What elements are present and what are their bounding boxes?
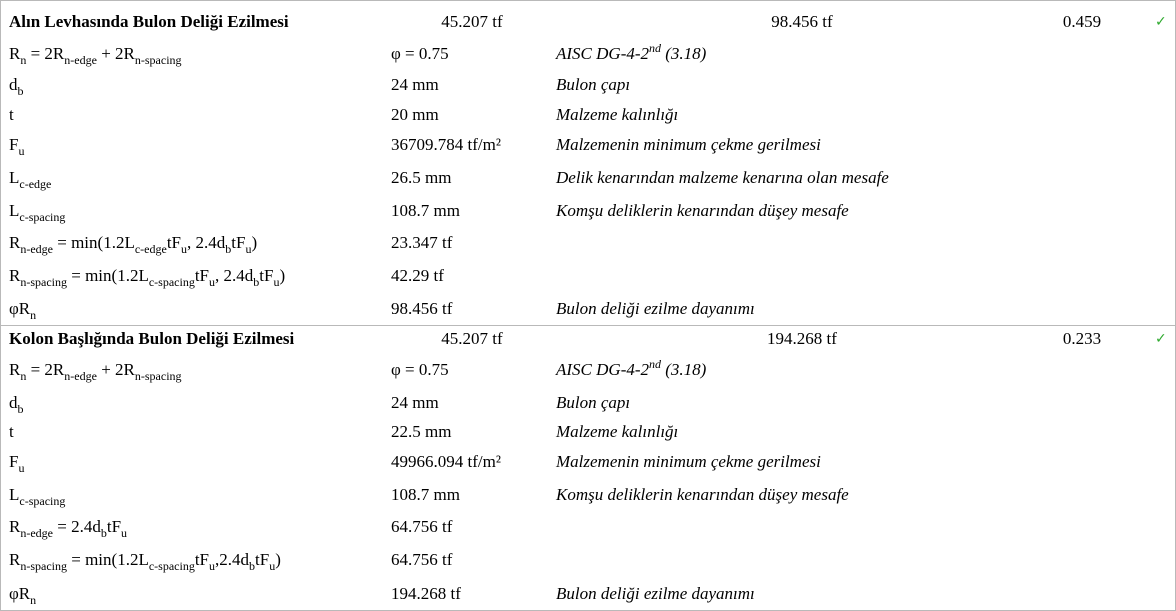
formula-label: $R_{n-edge} = 2.4d_btF_u$ — [9, 517, 128, 540]
formula-note: Malzemenin minimum çekme gerilmesi — [556, 452, 821, 471]
formula-note: AISC DG-4-2nd (3.18) — [556, 41, 707, 63]
formula-value: 22.5 mm — [391, 422, 452, 441]
formula-label: $R_n = 2R_{n-edge} + 2R_{n-spacing}$ — [9, 360, 182, 383]
formula-note: Malzeme kalınlığı — [556, 105, 679, 124]
formula-label: $\varphi R_n$ — [9, 584, 37, 607]
formula-value: 108.7 mm — [391, 201, 460, 220]
formula-label: $R_{n-spacing} = \min(1.2L_{c-spacing}tF_u,2.4d_btF_u)$ — [9, 550, 281, 573]
formula-value: 98.456 tf — [391, 299, 453, 318]
formula-label: $L_{c-spacing}$ — [9, 485, 66, 508]
formula-note: Malzemenin minimum çekme gerilmesi — [556, 135, 821, 154]
formula-label: t — [9, 422, 14, 441]
section-divider — [1, 325, 1175, 326]
section-title: Alın Levhasında Bulon Deliği Ezilmesi — [9, 12, 289, 31]
section-title: Kolon Başlığında Bulon Deliği Ezilmesi — [9, 329, 295, 348]
formula-note: AISC DG-4-2nd (3.18) — [556, 357, 707, 379]
formula-label: $L_{c-spacing}$ — [9, 201, 66, 224]
ratio-value: 0.233 — [1062, 329, 1102, 348]
demand-value: 45.207 tf — [441, 12, 503, 31]
capacity-value: 98.456 tf — [771, 12, 833, 31]
formula-value: 23.347 tf — [391, 233, 453, 252]
formula-value: 49966.094 tf/m² — [391, 452, 501, 471]
formula-note: Delik kenarından malzeme kenarına olan mesafe — [556, 168, 889, 187]
formula-value: 20 mm — [391, 105, 439, 124]
formula-label: $R_{n-edge} = \min(1.2L_{c-edge}tF_u$, $2.4d_btF_u$) — [9, 233, 258, 256]
formula-label: $R_{n-spacing} = \min(1.2L_{c-spacing}tF_u$, $2.4d_btF_u$) — [9, 266, 286, 289]
formula-value: 64.756 tf — [391, 517, 453, 536]
checkmark-icon: ✓ — [1155, 331, 1167, 347]
formula-note: Bulon çapı — [556, 75, 631, 94]
formula-note: Komşu deliklerin kenarından düşey mesafe — [556, 201, 849, 220]
formula-label: $R_n = 2R_{n-edge} + 2R_{n-spacing}$ — [9, 44, 182, 67]
formula-note: Bulon deliği ezilme dayanımı — [556, 299, 755, 318]
formula-label: $F_u$ — [9, 135, 25, 158]
formula-label: $d_b$ — [9, 393, 24, 416]
formula-value: 64.756 tf — [391, 550, 453, 569]
formula-value: 194.268 tf — [391, 584, 461, 603]
formula-note: Bulon deliği ezilme dayanımı — [556, 584, 755, 603]
formula-value: φ = 0.75 — [391, 44, 449, 63]
formula-value: 36709.784 tf/m² — [391, 135, 501, 154]
formula-value: 26.5 mm — [391, 168, 452, 187]
checkmark-icon: ✓ — [1155, 14, 1167, 30]
formula-label: $d_b$ — [9, 75, 24, 98]
formula-value: 108.7 mm — [391, 485, 460, 504]
formula-label: $L_{c-edge}$ — [9, 168, 52, 191]
formula-note: Bulon çapı — [556, 393, 631, 412]
formula-value: 24 mm — [391, 393, 439, 412]
ratio-value: 0.459 — [1062, 12, 1102, 31]
formula-value: 42.29 tf — [391, 266, 444, 285]
formula-label: $F_u$ — [9, 452, 25, 475]
formula-label: t — [9, 105, 14, 124]
demand-value: 45.207 tf — [441, 329, 503, 348]
formula-note: Komşu deliklerin kenarından düşey mesafe — [556, 485, 849, 504]
formula-label: $\varphi R_n$ — [9, 299, 37, 322]
capacity-value: 194.268 tf — [767, 329, 837, 348]
formula-note: Malzeme kalınlığı — [556, 422, 679, 441]
formula-value: φ = 0.75 — [391, 360, 449, 379]
formula-value: 24 mm — [391, 75, 439, 94]
